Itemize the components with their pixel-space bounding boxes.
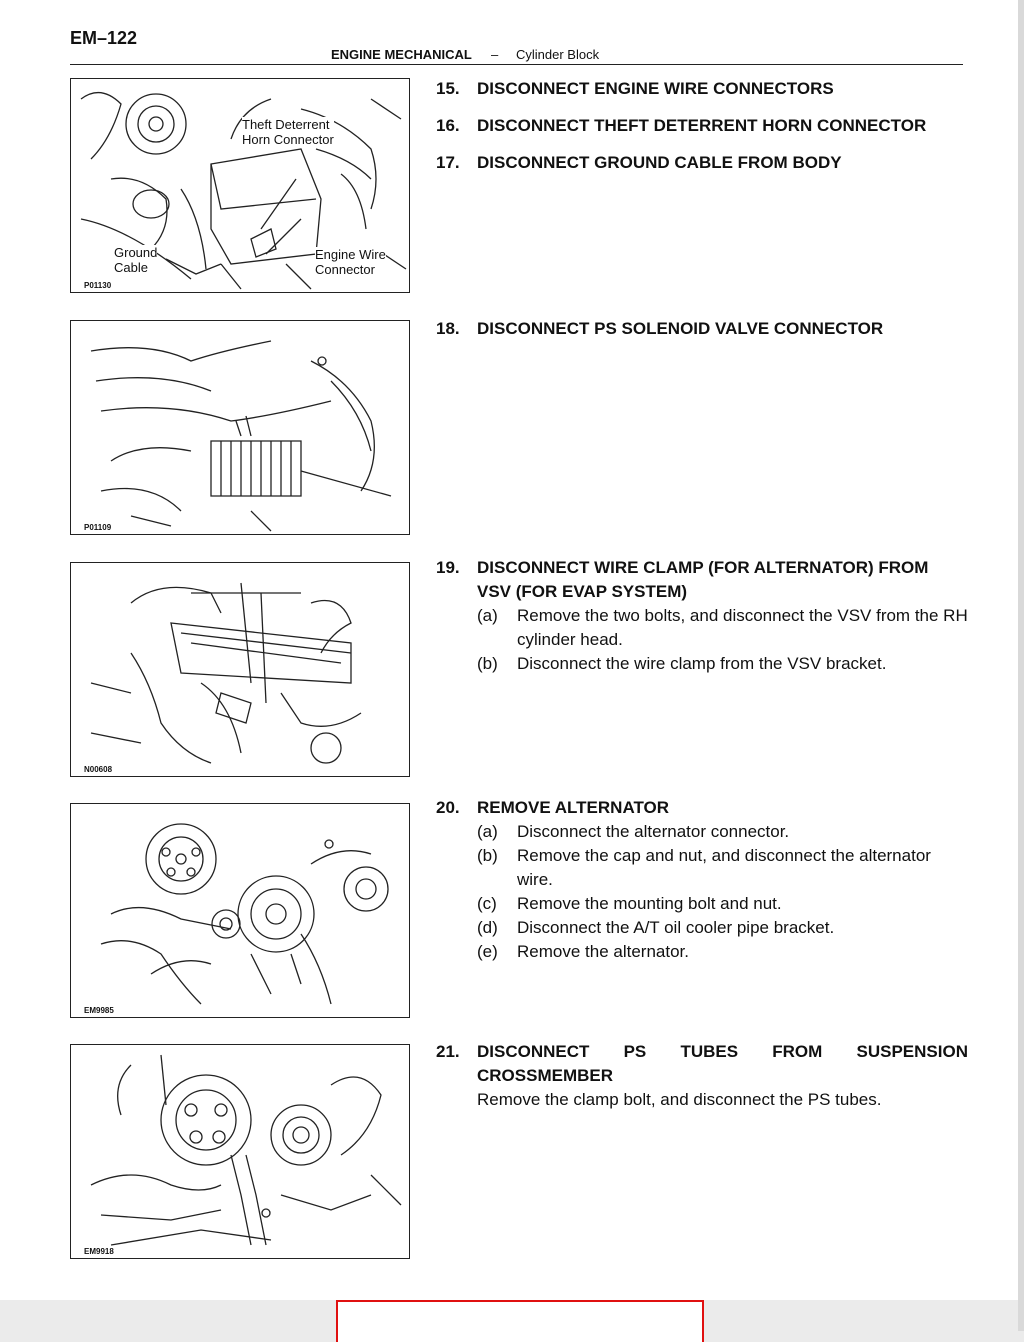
step-17: [436, 151, 968, 175]
page-number: EM–122: [70, 28, 138, 48]
step-number: 16.: [436, 116, 460, 135]
substep-letter: (a): [477, 822, 498, 841]
substep-letter: (b): [477, 846, 498, 865]
step-19: [436, 556, 968, 676]
step-number: 15.: [436, 79, 460, 98]
substep-c: [436, 892, 968, 916]
alternator-illustration: [71, 804, 409, 1017]
selection-highlight-box: [336, 1300, 704, 1342]
label-engine-wire-line2: Connector: [315, 262, 375, 277]
step-title: REMOVE ALTERNATOR: [477, 798, 670, 817]
figure-code: N00608: [84, 765, 113, 774]
substep-a: [436, 820, 968, 844]
substep-letter: (c): [477, 894, 497, 913]
label-engine-wire-connector: [315, 247, 386, 277]
substep-b: [436, 652, 968, 676]
figure-engine-connectors: [70, 78, 410, 293]
substep-text: Remove the alternator.: [517, 942, 689, 961]
figure-ps-tubes: [70, 1044, 410, 1259]
scrollbar[interactable]: [1018, 0, 1024, 1331]
label-theft-line1: Theft Deterrent: [242, 117, 330, 132]
substep-e: [436, 940, 968, 964]
header-section-title: ENGINE MECHANICAL: [331, 47, 472, 62]
substep-text: Disconnect the alternator connector.: [517, 822, 790, 841]
step-21: [436, 1040, 968, 1112]
step-number: 17.: [436, 153, 460, 172]
step-number: 21.: [436, 1042, 460, 1061]
figure-code: P01130: [84, 281, 112, 290]
ps-solenoid-illustration: [71, 321, 409, 534]
step-title-line2: CROSSMEMBER: [477, 1066, 614, 1085]
substep-letter: (b): [477, 654, 498, 673]
step-heading: [436, 317, 968, 341]
substep-text: Disconnect the A/T oil cooler pipe bracket.: [517, 918, 835, 937]
substep-text: Remove the two bolts, and disconnect the VSV from the RH cylinder head.: [517, 606, 968, 649]
label-theft-line2: Horn Connector: [242, 132, 334, 147]
step-18: [436, 317, 968, 341]
substep-text: Disconnect the wire clamp from the VSV bracket.: [517, 654, 887, 673]
step-title: DISCONNECT THEFT DETERRENT HORN CONNECTOR: [477, 116, 927, 135]
step-number: 20.: [436, 798, 460, 817]
label-engine-wire-line1: Engine Wire: [315, 247, 386, 262]
step-number: 18.: [436, 319, 460, 338]
step-heading: [436, 151, 968, 175]
step-title-line2: VSV (FOR EVAP SYSTEM): [477, 582, 688, 601]
step-title: DISCONNECT PS SOLENOID VALVE CONNECTOR: [477, 319, 884, 338]
step-16: [436, 114, 968, 138]
figure-ps-solenoid: [70, 320, 410, 535]
step-20: [436, 796, 968, 964]
header-rule: [70, 64, 963, 65]
figure-code: EM9918: [84, 1247, 114, 1256]
substep-b: [436, 844, 968, 892]
label-ground-line2: Cable: [114, 260, 148, 275]
step-title: [477, 556, 968, 604]
figure-code: P01109: [84, 523, 112, 532]
label-theft-deterrent-horn: [242, 117, 334, 147]
header-separator: –: [491, 47, 499, 62]
vsv-wire-clamp-illustration: [71, 563, 409, 776]
step-heading: [436, 796, 968, 820]
ps-tubes-illustration: [71, 1045, 409, 1258]
step-heading: [436, 556, 968, 604]
step-title: DISCONNECT ENGINE WIRE CONNECTORS: [477, 79, 834, 98]
substep-text: Remove the mounting bolt and nut.: [517, 894, 782, 913]
figure-vsv-wire-clamp: [70, 562, 410, 777]
step-text: Remove the clamp bolt, and disconnect the PS tubes.: [477, 1090, 882, 1109]
step-title: DISCONNECT GROUND CABLE FROM BODY: [477, 153, 842, 172]
step-heading: [436, 114, 968, 138]
substep-a: [436, 604, 968, 652]
label-ground-cable: [114, 245, 157, 275]
substep-letter: (a): [477, 606, 498, 625]
step-title-line1: DISCONNECT PS TUBES FROM SUSPENSION: [477, 1042, 968, 1061]
step-title-line1: DISCONNECT WIRE CLAMP (FOR ALTERNATOR) FROM: [477, 558, 929, 577]
step-number: 19.: [436, 558, 460, 577]
step-heading: [436, 1040, 968, 1088]
figure-alternator: [70, 803, 410, 1018]
step-title: [477, 1040, 968, 1088]
substep-letter: (d): [477, 918, 498, 937]
substep-text: Remove the cap and nut, and disconnect the alternator wire.: [517, 846, 931, 889]
header-subsection-title: Cylinder Block: [516, 47, 600, 62]
substep-letter: (e): [477, 942, 498, 961]
label-ground-line1: Ground: [114, 245, 158, 260]
step-15: [436, 77, 968, 101]
substep-d: [436, 916, 968, 940]
figure-code: EM9985: [84, 1006, 114, 1015]
step-heading: [436, 77, 968, 101]
